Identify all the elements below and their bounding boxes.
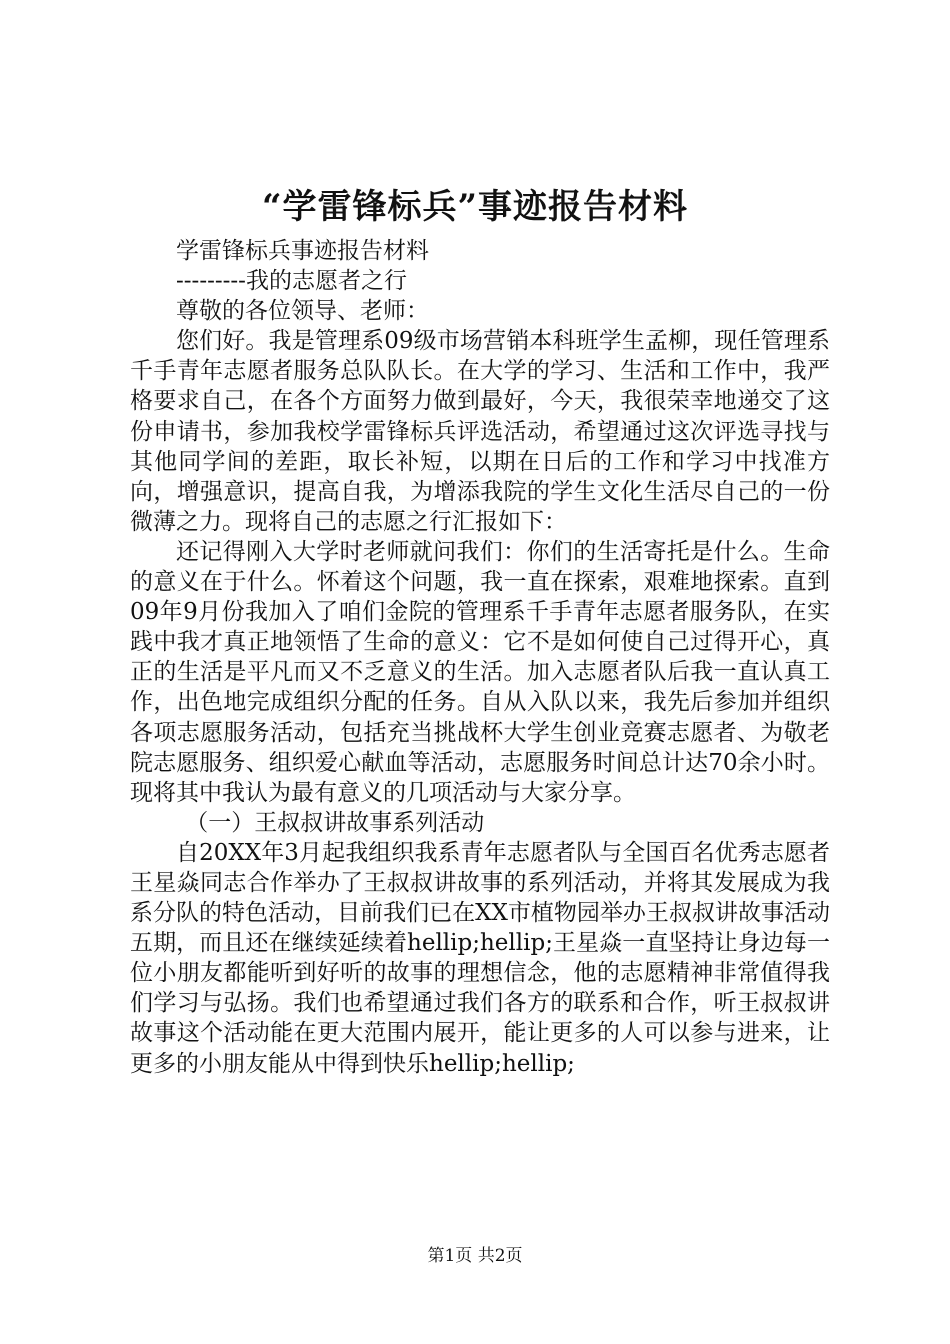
paragraph-storytelling-activity: 自20XX年3月起我组织我系青年志愿者队与全国百名优秀志愿者王星焱同志合作举办了王叔叔讲故事的系列活动，并将其发展成为我系分队的特色活动，目前我们已在XX市植物园举办王叔叔讲故事活动五期，而且还在继续延续着hellip;hellip;王星焱一直坚持让身边每一位小朋友都能听到好听的故事的理想信念，他的志愿精神非常值得我们学习与弘扬。我们也希望通过我们各方的联系和合作，听王叔叔讲故事这个活动能在更大范围内展开，能让更多的人可以参与进来，让更多的小朋友能从中得到快乐hellip;hellip; bbox=[130, 839, 830, 1077]
paragraph-subtitle-tagline: ---------我的志愿者之行 bbox=[176, 268, 407, 295]
paragraph-volunteer-story: 还记得刚入大学时老师就问我们：你们的生活寄托是什么。生命的意义在于什么。怀着这个问题，我一直在探索，艰难地探索。直到09年9月份我加入了咱们金院的管理系千手青年志愿者服务队，在实践中我才真正地领悟了生命的意义：它不是如何使自己过得开心，真正的生活是平凡而又不乏意义的生活。加入志愿者队后我一直认真工作，出色地完成组织分配的任务。自从入队以来，我先后参加并组织各项志愿服务活动，包括充当挑战杯大学生创业竞赛志愿者、为敬老院志愿服务、组织爱心献血等活动，志愿服务时间总计达70余小时。现将其中我认为最有意义的几项活动与大家分享。 bbox=[130, 538, 830, 806]
section-heading-storytelling: （一）王叔叔讲故事系列活动 bbox=[185, 809, 485, 836]
paragraph-salutation: 尊敬的各位领导、老师： bbox=[176, 298, 429, 325]
page-number-footer: 第1页 共2页 bbox=[427, 1246, 523, 1266]
paragraph-subtitle: 学雷锋标兵事迹报告材料 bbox=[176, 238, 429, 264]
document-title: “学雷锋标兵”事迹报告材料 bbox=[261, 187, 689, 227]
paragraph-introduction: 您们好。我是管理系09级市场营销本科班学生孟柳，现任管理系千手青年志愿者服务总队队长。在大学的学习、生活和工作中，我严格要求自己，在各个方面努力做到最好，今天，我很荣幸地递交了这份申请书，参加我校学雷锋标兵评选活动，希望通过这次评选寻找与其他同学间的差距，取长补短，以期在日后的工作和学习中找准方向，增强意识，提高自我，为增添我院的学生文化生活尽自己的一份微薄之力。现将自己的志愿之行汇报如下： bbox=[130, 328, 830, 535]
document-body bbox=[130, 236, 830, 1079]
